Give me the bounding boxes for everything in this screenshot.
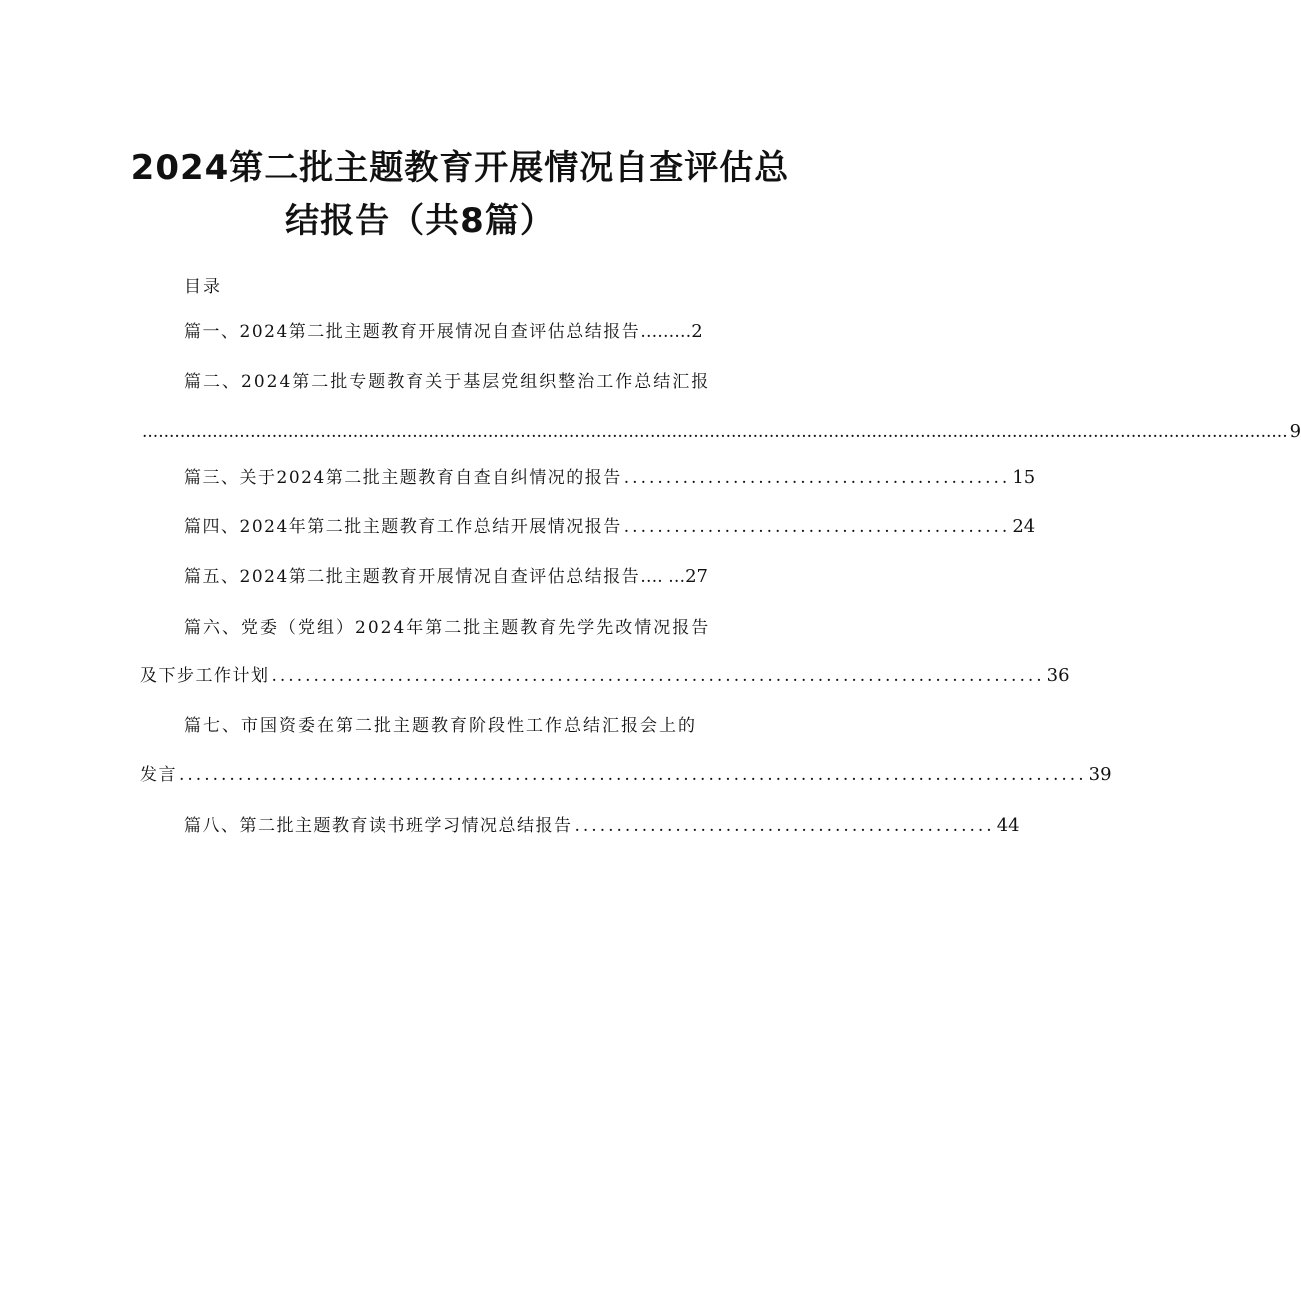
toc-entry-page: 24	[1012, 516, 1036, 537]
toc-entry-dots: ............................................................................................	[271, 666, 1045, 686]
toc-entry-dots: ....................................................................................................................................................................................................................	[142, 422, 1288, 442]
toc-entry-5[interactable]	[184, 563, 754, 591]
toc-entry-page: 36	[1046, 665, 1070, 686]
toc-entry-label: 发言	[140, 765, 177, 785]
toc-entry-page: 44	[996, 815, 1020, 836]
toc-entry-2[interactable]	[184, 368, 784, 396]
toc-entry-2-leader[interactable]	[140, 418, 1301, 446]
toc-entry-1[interactable]	[184, 318, 744, 346]
toc-entry-page: 9	[1289, 421, 1301, 442]
toc-entry-page: 39	[1088, 764, 1112, 785]
toc-entry-label: 篇五、2024第二批主题教育开展情况自查评估总结报告	[184, 567, 641, 587]
toc-entry-8[interactable]	[184, 812, 1020, 840]
toc-entry-page: 15	[1012, 467, 1036, 488]
toc-entry-leader: …. …	[640, 567, 686, 587]
toc-entry-page: 2	[691, 321, 703, 342]
toc-entry-label: 篇二、2024第二批专题教育关于基层党组织整治工作总结汇报	[184, 372, 711, 392]
toc-entry-label: 篇三、关于2024第二批主题教育自查自纠情况的报告	[184, 468, 622, 488]
toc-entry-dots: ..................................................	[574, 816, 995, 836]
toc-entry-6-cont[interactable]	[140, 662, 1070, 690]
toc-entry-page: 27	[685, 566, 708, 587]
toc-entry-7[interactable]	[184, 712, 784, 740]
toc-entry-dots: ..............................................	[623, 468, 1011, 488]
document-title-line-1: 2024第二批主题教育开展情况自查评估总	[130, 148, 790, 188]
toc-entry-leader: ………	[640, 322, 692, 342]
toc-entry-label: 篇七、市国资委在第二批主题教育阶段性工作总结汇报会上的	[184, 716, 697, 736]
toc-entry-label: 篇四、2024年第二批主题教育工作总结开展情况报告	[184, 517, 622, 537]
toc-entry-label: 篇八、第二批主题教育读书班学习情况总结报告	[184, 816, 573, 836]
toc-entry-label: 篇六、党委（党组）2024年第二批主题教育先学先改情况报告	[184, 618, 711, 638]
toc-entry-dots: ..............................................	[623, 517, 1011, 537]
document-title-line-2: 结报告（共8篇）	[285, 201, 555, 241]
toc-heading: 目录	[184, 277, 222, 297]
toc-entry-4[interactable]	[184, 513, 1036, 541]
toc-entry-6[interactable]	[184, 614, 784, 642]
toc-entry-dots: ............................................................................................................	[179, 765, 1087, 785]
toc-entry-label: 及下步工作计划	[140, 666, 270, 686]
toc-entry-label: 篇一、2024第二批主题教育开展情况自查评估总结报告	[184, 322, 641, 342]
toc-entry-3[interactable]	[184, 464, 1036, 492]
toc-entry-7-cont[interactable]	[140, 761, 1112, 789]
